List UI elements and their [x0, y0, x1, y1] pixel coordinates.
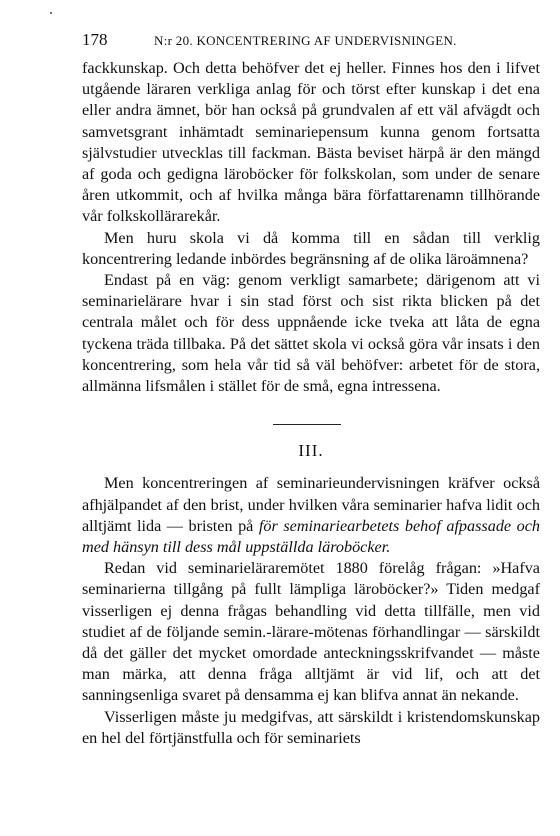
section-divider — [273, 424, 341, 425]
paragraph-continuation: fackkunskap. Och detta behöfver det ej heller. Finnes hos den i lifvet utgående läraren verkliga anlag för och törst efter kunskap i det ena eller andra ämnet, bör han också på grundvalen af ett väl afvägdt och samvetsgrant inhämtadt seminariepensum kunna genom fortsatta självstudier utvecklas till fackman. Bästa beviset härpå är den mängd af goda och gedigna läroböcker för folkskolan, som under de senare åren utkommit, och af hvilka många bära författarenamn tillhörande vår folkskollärarekår. — [82, 59, 540, 226]
book-page — [82, 28, 540, 749]
intro-regular-text: Men koncentreringen af seminarieundervisningen kräfver också afhjälpandet af den brist, under hvilken våra seminarier hafva lidit och alltjämt lida — bristen på — [82, 474, 540, 535]
paragraph-question: Men huru skola vi då komma till en sådan till verklig koncentrering ledande inbördes begränsning af de olika läroämnena? — [82, 228, 540, 268]
paragraph-section-intro — [82, 473, 540, 558]
intro-italic-text: för seminariearbetets behof afpassade och med hänsyn till dess mål uppställda läroböcker. — [82, 516, 540, 557]
running-head: N:r 20. KONCENTRERING AF UNDERVISNINGEN. — [154, 33, 457, 48]
print-speck — [50, 12, 52, 14]
page-header — [82, 28, 540, 52]
paragraph-meeting-1880: Redan vid seminarieläraremötet 1880 förelåg frågan: »Hafva seminarierna tillgång på fullt lämpliga läroböcker?» Tiden medgaf visserligen ej denna frågas behandling vid detta tillfälle, men vid studiet af de följande semin.-lärare-mötenas förhandlingar — särskildt då det gäller det mycket omordade anteckningsskrifvandet — måste man märka, att denna fråga alltjämt är vid lif, och att det sanningsenliga svaret på densamma ej kan blifva annat än nekande. — [82, 559, 540, 705]
section-heading: III. — [298, 441, 324, 461]
page-number: 178 — [82, 30, 108, 49]
body-text — [82, 58, 540, 749]
paragraph-answer: Endast på en väg: genom verkligt samarbete; därigenom att vi seminarielärare hvar i sin stad först och sist rikta blicken på det centrala målet och för dess uppnående icke tveka att låta de egna tyckena träda tillbaka. På det sättet skola vi också göra vår insats i den koncentrering, som hela vår tid så väl behöfver: arbetet för de stora, allmänna lifsmålen i stället för de små, egna intressena. — [82, 271, 540, 396]
paragraph-christianity: Visserligen måste ju medgifvas, att särskildt i kristendomskunskap en hel del förtjänstfulla och för seminariets — [82, 707, 540, 747]
